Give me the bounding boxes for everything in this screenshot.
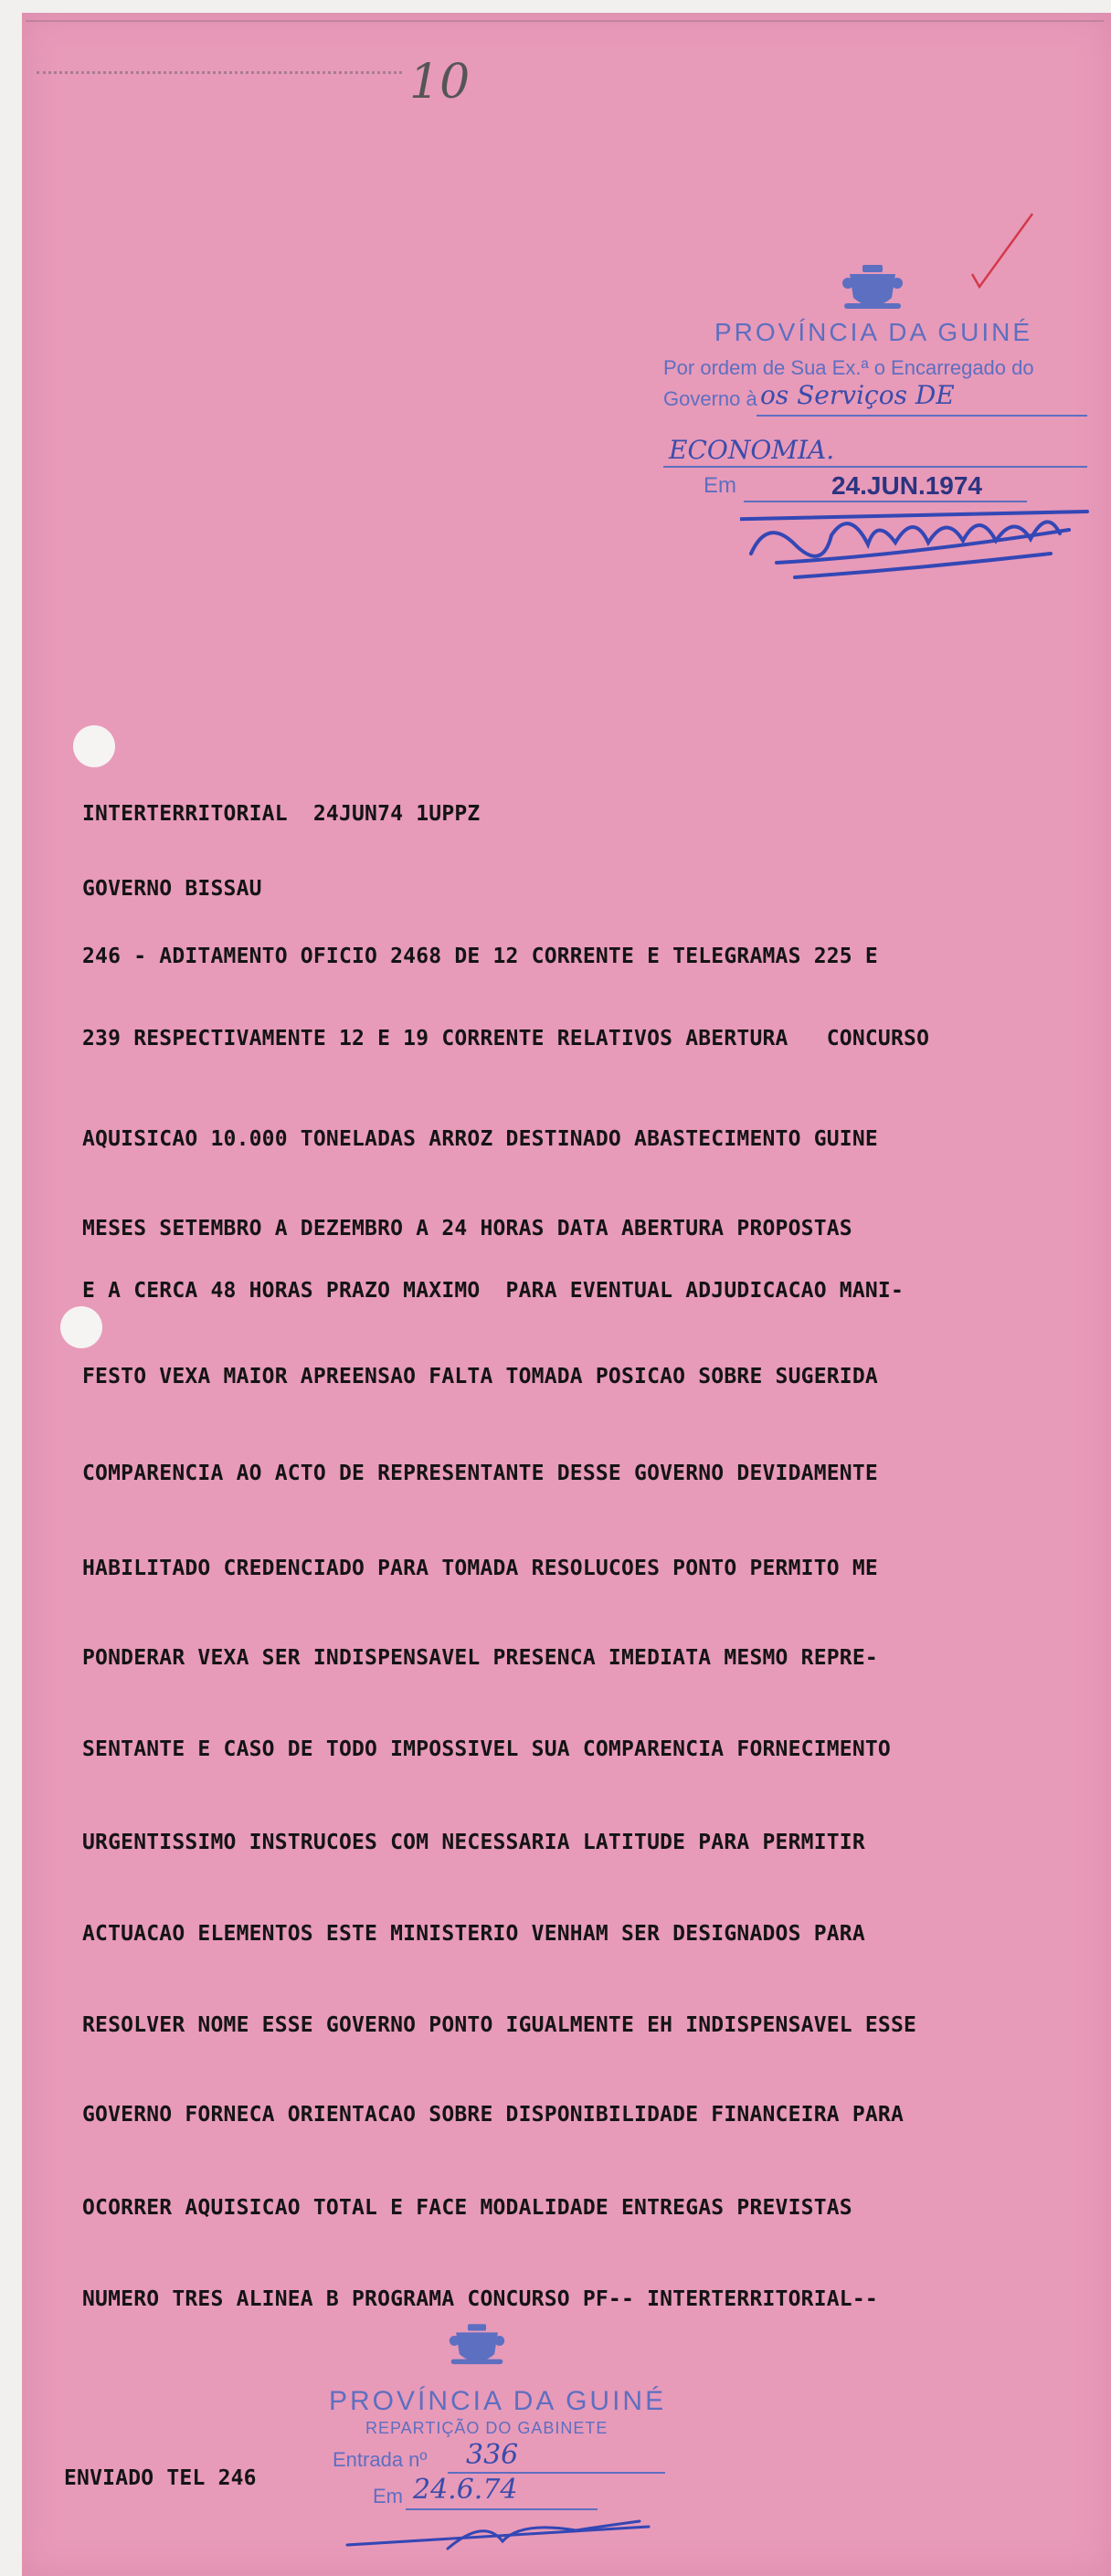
telegram-line: SENTANTE E CASO DE TODO IMPOSSIVEL SUA COMPARENCIA FORNECIMENTO — [82, 1737, 891, 1761]
telegram-line: 246 - ADITAMENTO OFICIO 2468 DE 12 CORRENTE E TELEGRAMAS 225 E — [82, 945, 878, 968]
stamp-date: 24.JUN.1974 — [831, 471, 983, 500]
telegram-line: OCORRER AQUISICAO TOTAL E FACE MODALIDADE ENTREGAS PREVISTAS — [82, 2196, 852, 2220]
telegram-line: GOVERNO BISSAU — [82, 877, 262, 901]
telegram-line: FESTO VEXA MAIOR APREENSAO FALTA TOMADA POSICAO SOBRE SUGERIDA — [82, 1365, 878, 1388]
telegram-line: URGENTISSIMO INSTRUCOES COM NECESSARIA LATITUDE PARA PERMITIR — [82, 1831, 865, 1854]
punch-hole-bottom — [60, 1306, 102, 1348]
telegram-line: E A CERCA 48 HORAS PRAZO MAXIMO PARA EVENTUAL ADJUDICACAO MANI- — [82, 1279, 905, 1303]
telegram-line: AQUISICAO 10.000 TONELADAS ARROZ DESTINADO ABASTECIMENTO GUINE — [82, 1127, 878, 1151]
stamp-entrada-number: 336 — [466, 2439, 519, 2471]
crest-icon — [448, 2320, 506, 2371]
check-mark-icon — [967, 210, 1040, 292]
telegram-line: PONDERAR VEXA SER INDISPENSAVEL PRESENCA IMEDIATA MESMO REPRE- — [82, 1646, 878, 1670]
telegram-line: NUMERO TRES ALINEA B PROGRAMA CONCURSO PF-- INTERTERRITORIAL-- — [82, 2287, 878, 2311]
telegram-line: MESES SETEMBRO A DEZEMBRO A 24 HORAS DATA ABERTURA PROPOSTAS — [82, 1217, 852, 1240]
telegram-line: INTERTERRITORIAL 24JUN74 1UPPZ — [82, 802, 481, 826]
telegram-line: 239 RESPECTIVAMENTE 12 E 19 CORRENTE RELATIVOS ABERTURA CONCURSO — [82, 1027, 930, 1050]
signature-icon — [740, 490, 1096, 590]
dotted-line — [37, 71, 402, 78]
stamp-order-line: Por ordem de Sua Ex.ª o Encarregado do — [663, 356, 1034, 379]
telegram-line: ACTUACAO ELEMENTOS ESTE MINISTERIO VENHAM SER DESIGNADOS PARA — [82, 1922, 865, 1946]
telegram-footer: ENVIADO TEL 246 — [64, 2466, 257, 2490]
telegram-line: COMPARENCIA AO ACTO DE REPRESENTANTE DESSE GOVERNO DEVIDAMENTE — [82, 1462, 878, 1485]
crest-icon — [841, 261, 905, 316]
page-number: 10 — [409, 55, 471, 110]
top-rule — [26, 20, 1104, 22]
stamp-entrada-label: Entrada nº — [333, 2448, 428, 2471]
stamp-governo-label: Governo à — [663, 387, 757, 410]
stamp-title: PROVÍNCIA DA GUINÉ — [714, 318, 1033, 346]
stamp-subtitle: REPARTIÇÃO DO GABINETE — [365, 2419, 608, 2437]
stamp-em-label: Em — [704, 473, 736, 498]
stamp-underline — [663, 466, 1087, 468]
telegram-line: HABILITADO CREDENCIADO PARA TOMADA RESOLUCOES PONTO PERMITO ME — [82, 1557, 878, 1580]
stamp-date: 24.6.74 — [413, 2474, 518, 2506]
stamp-title: PROVÍNCIA DA GUINÉ — [329, 2386, 667, 2416]
stamp-underline — [757, 415, 1087, 417]
signature-icon — [338, 2508, 667, 2572]
telegram-line: GOVERNO FORNECA ORIENTACAO SOBRE DISPONIBILIDADE FINANCEIRA PARA — [82, 2103, 905, 2127]
punch-hole-top — [73, 725, 115, 767]
stamp-handwritten-services: os Serviços DE — [760, 380, 955, 410]
stamp-em-label: Em — [373, 2485, 403, 2507]
stamp-handwritten-economia: ECONOMIA. — [669, 435, 835, 465]
telegram-line: RESOLVER NOME ESSE GOVERNO PONTO IGUALMENTE EH INDISPENSAVEL ESSE — [82, 2013, 917, 2037]
